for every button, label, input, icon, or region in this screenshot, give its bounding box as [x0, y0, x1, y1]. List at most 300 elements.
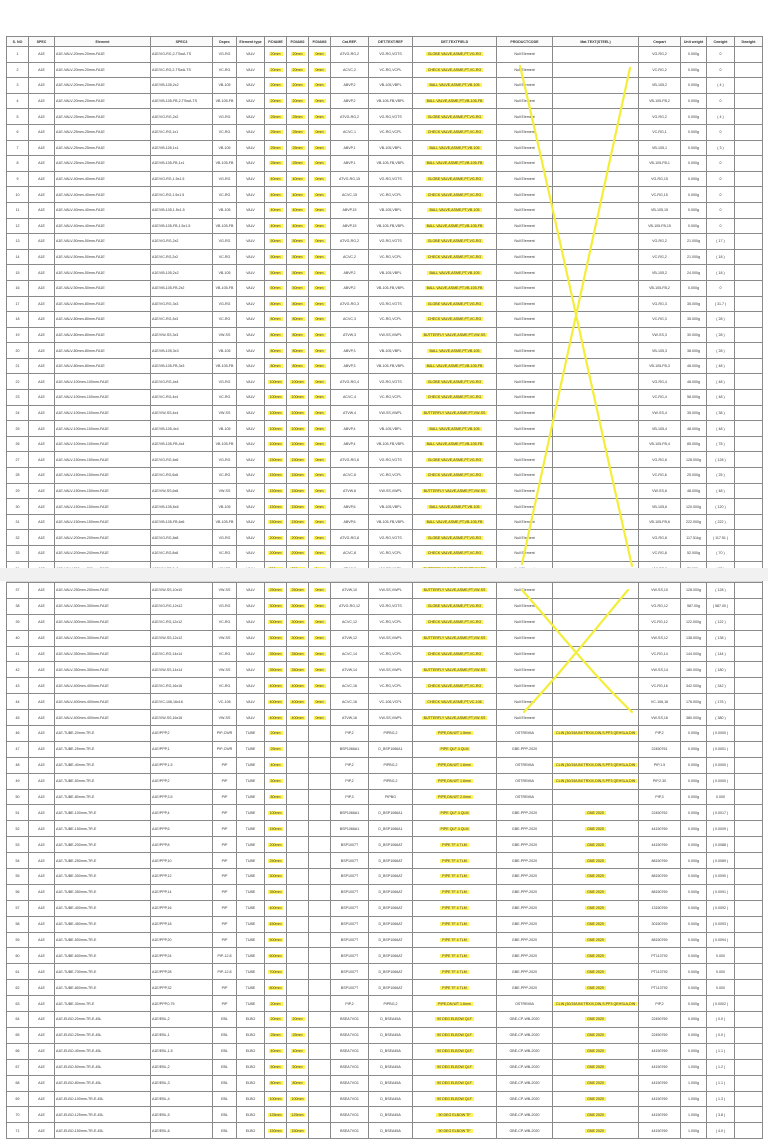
table-cell: Null Element: [497, 421, 553, 437]
table-cell: D_BSEA45A: [369, 1043, 413, 1059]
table-cell: TUBE: [237, 853, 265, 869]
table-cell: Null Element: [497, 436, 553, 452]
highlighted-text: 250mm: [269, 588, 282, 593]
table-cell: [265, 296, 287, 312]
table-cell: VC-RG,2: [639, 62, 681, 78]
highlighted-text: 350mm: [269, 652, 282, 656]
table-cell: 380.000g: [681, 710, 707, 726]
table-cell: EBL: [213, 1075, 237, 1091]
table-cell: [413, 171, 497, 187]
highlighted-text: 150mm: [269, 1128, 282, 1133]
table-cell: BSP1007T: [331, 964, 369, 980]
table-cell: [413, 773, 497, 789]
table-cell: Null Element: [497, 358, 553, 374]
table-cell: A1E: [29, 598, 55, 614]
table-cell: [413, 436, 497, 452]
column-header: Element type: [237, 37, 265, 47]
highlighted-text: CLIN (30/15/UNI TRXIX,DIN,S.PP3 QEHSLA,DIN: [556, 731, 636, 736]
table-cell: [553, 343, 639, 359]
table-cell: [553, 837, 639, 853]
table-cell: ATVG-RG,2: [331, 47, 369, 63]
table-cell: [553, 916, 639, 932]
table-cell: [265, 405, 287, 421]
highlighted-text: 0mm: [315, 379, 324, 384]
table-cell: A1E-TUBE-500mm-TR-E: [55, 932, 151, 948]
table-cell: ELBO: [237, 1091, 265, 1107]
highlighted-text: 90 DEG ELBOW QLF: [437, 1065, 472, 1070]
table-cell: [287, 1012, 309, 1028]
table-cell: A1E-VALV-80mm-80mm-FA1E: [55, 312, 151, 328]
table-cell: A1E: [29, 436, 55, 452]
table-cell: A1E/PPP,4: [151, 805, 213, 821]
table-cell: [309, 884, 331, 900]
table-row: [7, 436, 763, 452]
table-cell: [413, 452, 497, 468]
table-cell: VB-105-FB: [213, 218, 237, 234]
table-cell: [553, 694, 639, 710]
highlighted-text: 350mm: [291, 667, 304, 672]
table-cell: ACVC,3: [331, 312, 369, 328]
table-row: [7, 821, 763, 837]
table-row: [7, 156, 763, 172]
table-cell: [413, 78, 497, 94]
table-cell: [413, 757, 497, 773]
highlighted-text: BUTTERFLY VALVE,ASME,PT,VW-SS: [423, 667, 486, 672]
table-cell: VW-SS,4: [639, 405, 681, 421]
table-cell: 88150769: [639, 884, 681, 900]
table-cell: PIP-12.8: [213, 948, 237, 964]
highlighted-text: 400mm: [269, 715, 282, 720]
table-cell: PIPBG: [369, 789, 413, 805]
table-cell: D_BSEA45A: [369, 1075, 413, 1091]
table-cell: VC-RG,VCPL: [369, 62, 413, 78]
table-cell: [265, 678, 287, 694]
table-cell: [309, 678, 331, 694]
table-cell: VALV: [237, 109, 265, 125]
table-cell: Null Element: [497, 405, 553, 421]
table-cell: Null Element: [497, 662, 553, 678]
table-cell: PIP: [213, 773, 237, 789]
table-cell: [287, 710, 309, 726]
highlighted-text: 80mm: [270, 364, 281, 369]
table-cell: ( 0.0000 ): [707, 726, 735, 742]
table-cell: [413, 156, 497, 172]
table-row: [7, 980, 763, 996]
table-cell: VALV: [237, 187, 265, 203]
table-cell: [735, 265, 763, 281]
table-cell: VC-RG,8: [639, 546, 681, 562]
table-cell: 0.000: [707, 980, 735, 996]
table-cell: EBL: [213, 1091, 237, 1107]
table-cell: TUBE: [237, 884, 265, 900]
table-cell: [553, 421, 639, 437]
table-cell: A1E-VALV-40mm-40mm-FA1E: [55, 202, 151, 218]
table-cell: ( 4 ): [707, 78, 735, 94]
table-cell: 0.000g: [681, 964, 707, 980]
table-cell: [287, 1027, 309, 1043]
table-cell: VG-RG,VGTS: [369, 47, 413, 63]
highlighted-text: 20mm: [270, 1017, 281, 1022]
specification-table-page-1: [6, 36, 763, 608]
table-cell: [413, 280, 497, 296]
table-cell: 63: [7, 996, 29, 1012]
table-cell: 52.000g: [681, 546, 707, 562]
table-cell: D_BSEA45A: [369, 1091, 413, 1107]
table-cell: A1E: [29, 757, 55, 773]
table-cell: VG-RG,4: [639, 374, 681, 390]
table-row: [7, 1107, 763, 1123]
table-cell: Null Element: [497, 598, 553, 614]
table-cell: VG-RG: [213, 109, 237, 125]
column-header: Cat.REF.: [331, 37, 369, 47]
table-cell: [735, 249, 763, 265]
highlighted-text: PIPE QLF 4 QLM: [440, 747, 469, 752]
table-cell: VW-SS,VWPL: [369, 483, 413, 499]
table-cell: PIP-12.8: [213, 964, 237, 980]
table-cell: [735, 140, 763, 156]
table-cell: A1E-TUBE-600mm-TR-E: [55, 948, 151, 964]
table-cell: 0.000g: [681, 821, 707, 837]
table-cell: ( 0.0000 ): [707, 773, 735, 789]
table-cell: [265, 452, 287, 468]
highlighted-text: 350mm: [269, 890, 282, 895]
table-cell: A1E/PPP,1.5: [151, 757, 213, 773]
table-cell: ACVC,4: [331, 390, 369, 406]
table-cell: 13150769: [639, 900, 681, 916]
table-cell: A1E-VALV-20mm-20mm-FA1E: [55, 62, 151, 78]
table-cell: A1E/VW-SS,6x6: [151, 483, 213, 499]
table-cell: 0.000g: [681, 726, 707, 742]
table-cell: 0.000g: [681, 773, 707, 789]
table-cell: 120.000g: [681, 499, 707, 515]
table-cell: BSP1007T: [331, 884, 369, 900]
table-cell: [735, 694, 763, 710]
table-row: [7, 996, 763, 1012]
table-cell: [413, 662, 497, 678]
highlighted-text: GLOBE VALVE,ASME,PT,VG-RG: [427, 457, 482, 462]
table-cell: 25: [7, 421, 29, 437]
table-cell: [265, 884, 287, 900]
table-cell: [413, 741, 497, 757]
table-cell: [553, 140, 639, 156]
highlighted-text: 20mm: [270, 52, 281, 57]
table-cell: VALV: [237, 265, 265, 281]
column-header: Cweight: [707, 37, 735, 47]
table-cell: A1E-VALV-50mm-50mm-FA1E: [55, 265, 151, 281]
table-cell: [413, 853, 497, 869]
table-cell: [735, 598, 763, 614]
highlighted-text: 400mm: [291, 715, 304, 720]
table-cell: 15: [7, 265, 29, 281]
table-cell: D_BSEA45A: [369, 1107, 413, 1123]
table-cell: VALV: [237, 646, 265, 662]
highlighted-text: 0mm: [315, 604, 324, 609]
table-row: [7, 109, 763, 125]
highlighted-text: 20mm: [292, 99, 303, 104]
table-cell: A1E: [29, 358, 55, 374]
table-cell: GBE-PPP-2020: [497, 980, 553, 996]
highlighted-text: 20mm: [292, 83, 303, 88]
table-cell: [413, 1091, 497, 1107]
highlighted-text: 40mm: [270, 763, 281, 768]
table-cell: [735, 78, 763, 94]
table-cell: Null Element: [497, 343, 553, 359]
table-cell: [735, 1107, 763, 1123]
table-cell: PIP-CWR: [213, 741, 237, 757]
table-cell: [735, 93, 763, 109]
table-cell: 41: [7, 646, 29, 662]
table-cell: [265, 312, 287, 328]
highlighted-text: PIPE QLF 4 QLM: [440, 826, 469, 831]
highlighted-text: 0mm: [315, 239, 324, 244]
table-cell: PIP,3: [331, 789, 369, 805]
table-cell: 1.000g: [681, 1075, 707, 1091]
highlighted-text: BALL VALVE,ASME,PT,VB-105: [429, 504, 480, 509]
table-cell: ( 18 ): [707, 249, 735, 265]
table-cell: [735, 374, 763, 390]
table-cell: [735, 869, 763, 885]
table-cell: 144.000g: [681, 646, 707, 662]
table-cell: A1E: [29, 948, 55, 964]
table-cell: ABVP,6: [331, 499, 369, 515]
table-cell: [413, 140, 497, 156]
table-cell: [265, 109, 287, 125]
table-cell: A1E: [29, 312, 55, 328]
table-cell: 62: [7, 980, 29, 996]
table-cell: 64: [7, 1012, 29, 1028]
table-cell: [309, 405, 331, 421]
table-cell: 69: [7, 1091, 29, 1107]
highlighted-text: CHECK VALVE,ASME,PT,VC-RG: [427, 473, 482, 478]
highlighted-text: BALL VALVE,ASME,PT,VB-105-FB: [426, 99, 483, 104]
table-cell: [265, 1075, 287, 1091]
table-cell: ELBO: [237, 1075, 265, 1091]
table-cell: VG-RG,VGTS: [369, 374, 413, 390]
highlighted-text: 250mm: [269, 858, 282, 863]
table-cell: [553, 405, 639, 421]
table-cell: [553, 1027, 639, 1043]
document-page-2: [6, 581, 762, 1133]
table-cell: ( 120 ): [707, 499, 735, 515]
table-cell: 48.000g: [681, 358, 707, 374]
table-cell: TUBE: [237, 916, 265, 932]
table-cell: [413, 202, 497, 218]
table-cell: [265, 996, 287, 1012]
table-cell: D_BSP1066AT: [369, 964, 413, 980]
highlighted-text: 200mm: [291, 551, 304, 556]
table-cell: TUBE: [237, 869, 265, 885]
table-cell: ABVP,6: [331, 514, 369, 530]
table-cell: A1E-VALV-300mm-300mm-FA1E: [55, 614, 151, 630]
highlighted-text: BUTTERFLY VALVE,ASME,PT,VW-SS: [423, 332, 486, 337]
table-cell: [287, 1059, 309, 1075]
table-cell: VG-RG: [213, 530, 237, 546]
table-cell: A1E: [29, 374, 55, 390]
table-cell: 40: [7, 630, 29, 646]
table-cell: [735, 583, 763, 599]
table-cell: A1E: [29, 710, 55, 726]
table-cell: VG-RG,VGTS: [369, 452, 413, 468]
table-cell: VG-RG,2: [639, 47, 681, 63]
table-cell: A1E-VALV-25mm-25mm-FA1E: [55, 156, 151, 172]
table-cell: 13: [7, 234, 29, 250]
table-cell: A1E: [29, 900, 55, 916]
table-row: [7, 296, 763, 312]
highlighted-text: 0mm: [315, 442, 324, 447]
table-cell: [553, 805, 639, 821]
table-cell: A1E: [29, 468, 55, 484]
table-cell: [287, 390, 309, 406]
table-cell: A1E-VALV-150mm-150mm-FA1E: [55, 483, 151, 499]
table-cell: VB-105-FB,6: [639, 514, 681, 530]
table-cell: BSP1066A1: [331, 805, 369, 821]
table-cell: Null Element: [497, 156, 553, 172]
highlighted-text: 0mm: [315, 364, 324, 369]
table-cell: [287, 662, 309, 678]
table-cell: TUBE: [237, 789, 265, 805]
highlighted-text: 0mm: [315, 395, 324, 400]
highlighted-text: GNE 2020: [587, 842, 604, 847]
table-cell: [309, 932, 331, 948]
table-cell: 0.000g: [681, 996, 707, 1012]
table-cell: ( 31.7 ): [707, 296, 735, 312]
table-cell: [553, 853, 639, 869]
table-cell: A1E: [29, 932, 55, 948]
table-cell: [413, 421, 497, 437]
table-cell: [553, 390, 639, 406]
highlighted-text: 0mm: [315, 410, 324, 415]
table-row: [7, 62, 763, 78]
table-cell: 6: [7, 124, 29, 140]
table-cell: VG-RG,VGTS: [369, 296, 413, 312]
table-cell: [413, 869, 497, 885]
table-cell: VG-RG: [213, 598, 237, 614]
table-cell: [287, 202, 309, 218]
table-cell: [735, 124, 763, 140]
highlighted-text: 100mm: [269, 810, 282, 815]
table-cell: VG-RG,12: [639, 598, 681, 614]
table-cell: [553, 93, 639, 109]
table-cell: A1E: [29, 343, 55, 359]
table-cell: VB-105-FB,VBPL: [369, 514, 413, 530]
table-row: [7, 499, 763, 515]
table-cell: VC-RG,2: [639, 249, 681, 265]
table-cell: [287, 646, 309, 662]
table-cell: VALV: [237, 436, 265, 452]
table-cell: 23: [7, 390, 29, 406]
document-page-1: [6, 36, 762, 568]
table-cell: [309, 436, 331, 452]
highlighted-text: 50mm: [270, 239, 281, 244]
table-cell: A1E/VW-SS,14x14: [151, 662, 213, 678]
table-row: [7, 1091, 763, 1107]
table-cell: D_BSP1066AT: [369, 916, 413, 932]
table-cell: Null Element: [497, 78, 553, 94]
table-row: [7, 358, 763, 374]
table-cell: [553, 869, 639, 885]
table-row: [7, 93, 763, 109]
table-cell: [413, 124, 497, 140]
table-cell: 67: [7, 1059, 29, 1075]
highlighted-text: 100mm: [291, 379, 304, 384]
table-cell: A1E-VALV-80mm-80mm-FA1E: [55, 343, 151, 359]
table-cell: A1E: [29, 421, 55, 437]
table-cell: [413, 598, 497, 614]
highlighted-text: 0mm: [315, 255, 324, 260]
highlighted-text: 0mm: [315, 683, 324, 688]
table-cell: [265, 646, 287, 662]
table-cell: A1E-VALV-400mm-400mm-FA1E: [55, 694, 151, 710]
highlighted-text: GLOBE VALVE,ASME,PT,VG-RG: [427, 604, 482, 609]
table-cell: VB-105,VBPL: [369, 78, 413, 94]
highlighted-text: BALL VALVE,ASME,PT,VB-105-FB: [426, 161, 483, 166]
table-cell: [735, 1012, 763, 1028]
table-cell: [287, 805, 309, 821]
table-cell: [309, 996, 331, 1012]
table-cell: VC-RG: [213, 546, 237, 562]
table-cell: ( 138 ): [707, 630, 735, 646]
table-cell: VALV: [237, 218, 265, 234]
table-cell: VALV: [237, 62, 265, 78]
highlighted-text: 25mm: [270, 1033, 281, 1038]
table-cell: 46: [7, 726, 29, 742]
table-cell: [553, 483, 639, 499]
table-cell: [287, 405, 309, 421]
table-cell: ABVP,2: [331, 93, 369, 109]
table-cell: VALV: [237, 421, 265, 437]
highlighted-text: 150mm: [291, 1128, 304, 1133]
table-cell: [735, 62, 763, 78]
table-cell: [309, 916, 331, 932]
table-cell: [287, 436, 309, 452]
table-cell: [265, 757, 287, 773]
table-cell: VB-105-FB: [213, 93, 237, 109]
table-cell: [265, 789, 287, 805]
table-cell: [309, 109, 331, 125]
table-cell: [553, 156, 639, 172]
table-cell: A1E: [29, 821, 55, 837]
table-cell: ( 128 ): [707, 452, 735, 468]
highlighted-text: 25mm: [270, 114, 281, 119]
table-cell: A1E/VB-105,4x4: [151, 421, 213, 437]
table-cell: [287, 630, 309, 646]
table-cell: A1E: [29, 726, 55, 742]
table-cell: VB-105-FB,4: [639, 436, 681, 452]
table-cell: A1E: [29, 980, 55, 996]
table-cell: Null Element: [497, 249, 553, 265]
highlighted-text: 0mm: [315, 223, 324, 228]
table-cell: VG-RG,VGTS: [369, 598, 413, 614]
highlighted-text: BUTTERFLY VALVE,ASME,PT,VW-SS: [423, 636, 486, 641]
table-cell: A1E: [29, 327, 55, 343]
highlighted-text: BALL VALVE,ASME,PT,VB-105: [429, 83, 480, 88]
table-cell: [735, 187, 763, 203]
table-cell: [413, 390, 497, 406]
table-row: [7, 630, 763, 646]
table-cell: A1E-VALV-80mm-80mm-FA1E: [55, 296, 151, 312]
table-cell: [309, 452, 331, 468]
table-cell: TUBE: [237, 821, 265, 837]
table-cell: A1E: [29, 853, 55, 869]
table-cell: A1E/VC-RG,1x1: [151, 124, 213, 140]
table-row: [7, 837, 763, 853]
table-row: [7, 265, 763, 281]
table-cell: VALV: [237, 171, 265, 187]
table-cell: D_BSEA45A: [369, 1059, 413, 1075]
table-cell: VG-RG,15: [639, 171, 681, 187]
table-cell: [287, 869, 309, 885]
table-cell: PIP: [213, 869, 237, 885]
